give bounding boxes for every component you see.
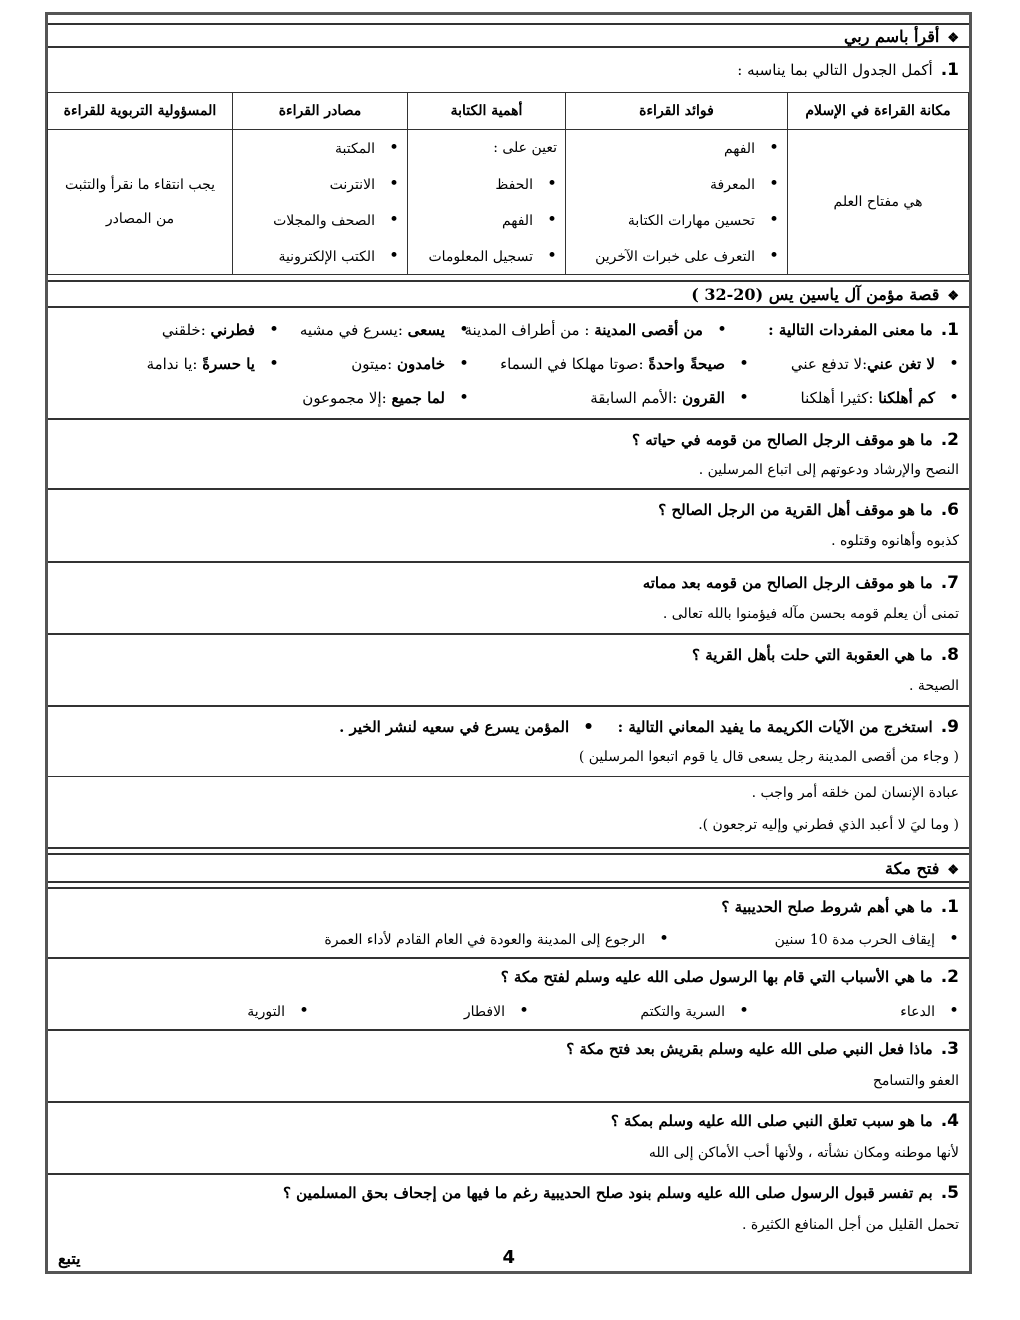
vocab-item: • لما جميع :إلا مجموعون — [302, 388, 469, 408]
vocab-item: • فطرني :خلقني — [162, 320, 279, 340]
question-9-part-2 — [48, 777, 969, 849]
list-item: • المكتبة — [241, 130, 399, 166]
list-item: • التورية — [247, 1001, 309, 1021]
list-item: • الفهم — [416, 202, 557, 238]
question-8: 8.ما هي العقوبة التي حلت بأهل القرية ؟ الصيحة . — [48, 635, 969, 707]
sources-cell — [233, 130, 408, 275]
responsibility-cell: يجب انتقاء ما نقرأ والتثبت من المصادر — [48, 130, 233, 275]
vocab-item: • يا حسرةً :يا ندامة — [147, 354, 279, 374]
list-item: • الصحف والمجلات — [241, 202, 399, 238]
list-item: • الرجوع إلى المدينة والعودة في العام القادم لأداء العمرة — [324, 929, 669, 949]
benefits-cell — [566, 130, 788, 275]
worksheet-page — [45, 12, 972, 1274]
vocab-item: • لا تغن عني:لا تدفع عني — [791, 354, 959, 374]
col-header-sources: مصادر القراءة — [233, 93, 408, 130]
verse-text: ( وما ليَ لا أعبد الذي فطرني وإليه ترجعون ). — [698, 817, 959, 833]
verse-text: ( وجاء من أقصى المدينة رجل يسعى قال يا قوم اتبعوا المرسلين ) — [578, 749, 959, 765]
answer-text: العفو والتسامح — [872, 1073, 959, 1089]
section-title: ❖ أقرأ باسم ربي — [844, 27, 959, 46]
question-9: 9.استخرج من الآيات الكريمة ما يفيد المعاني التالية : • المؤمن يسرع في سعيه لنشر الخير . ( وجاء من أقصى المدينة رجل يسعى قال يا قوم اتبعوا المرسلين ) — [48, 707, 969, 777]
section-header-mecca — [48, 853, 969, 883]
list-item: • السرية والتكتم — [640, 1001, 749, 1021]
col-header-status: مكانة القراءة في الإسلام — [788, 93, 969, 130]
answer-text: الصيحة . — [909, 678, 959, 694]
answer-text: تحمل القليل من أجل المنافع الكثيرة . — [741, 1217, 959, 1233]
writing-cell — [408, 130, 566, 275]
col-header-responsibility: المسؤولية التربوية للقراءة — [48, 93, 233, 130]
vocab-item: • القرون :الأمم السابقة — [590, 388, 749, 408]
vocab-item: • صيحةً واحدةً :صوتا مهلكا في السماء — [500, 354, 749, 374]
answer-text: النصح والإرشاد ودعوتهم إلى اتباع المرسلين . — [698, 462, 959, 478]
question-1: 1.أكمل الجدول التالي بما يناسبه : — [737, 60, 959, 80]
vocab-item: • كم أهلكنا :كثيرا أهلكنا — [801, 388, 959, 408]
mecca-question-5: 5.بم تفسر قبول الرسول صلى الله عليه وسلم بنود صلح الحديبية رغم ما فيها من إجحاف بحق المسلمين ؟ تحمل القليل من أجل المنافع الكثيرة . 4 يتبع — [58, 1183, 959, 1268]
status-cell: هي مفتاح العلم — [788, 130, 969, 275]
question-1-vocab: 1.ما معنى المفردات التالية : — [768, 320, 959, 340]
list-item: • تحسين مهارات الكتابة — [574, 202, 779, 238]
section-header-yasin — [48, 280, 969, 308]
reading-table — [47, 92, 969, 275]
vocab-item: • من أقصى المدينة : من أطراف المدينة — [464, 320, 727, 340]
list-item: • المعرفة — [574, 166, 779, 202]
list-item: • الفهم — [574, 130, 779, 166]
writing-intro: تعين على : — [493, 140, 557, 156]
list-item: • التعرف على خبرات الآخرين — [574, 238, 779, 274]
list-item: • الافطار — [464, 1001, 529, 1021]
list-item: • الكتب الإلكترونية — [241, 238, 399, 274]
meaning-item: • المؤمن يسرع في سعيه لنشر الخير . — [339, 717, 594, 737]
section-title: ❖ فتح مكة — [885, 859, 959, 878]
list-item: • إيقاف الحرب مدة 10 سنين — [775, 929, 959, 949]
question-vocabulary — [48, 308, 969, 420]
section-header-reading — [48, 23, 969, 48]
question-6: 6.ما هو موقف أهل القرية من الرجل الصالح ؟ كذبوه وأهانوه وقتلوه . — [48, 490, 969, 563]
answer-text: كذبوه وأهانوه وقتلوه . — [831, 533, 959, 549]
continue-label: يتبع — [58, 1249, 81, 1268]
question-7: 7.ما هو موقف الرجل الصالح من قومه بعد مماته تمنى أن يعلم قومه بحسن مآله فيؤمنوا بالله تعالى . — [48, 563, 969, 635]
vocab-item: • خامدون :ميتون — [351, 354, 469, 374]
meaning-text: عبادة الإنسان لمن خلقه أمر واجب . — [751, 785, 959, 801]
mecca-question-4: 4.ما هو سبب تعلق النبي صلى الله عليه وسلم بمكة ؟ لأنها موطنه ومكان نشأته ، ولأنها أحب الأماكن إلى الله — [48, 1103, 969, 1175]
list-item: • تسجيل المعلومات — [416, 238, 557, 274]
list-item: • الدعاء — [900, 1001, 959, 1021]
list-item: • الحفظ — [416, 166, 557, 202]
col-header-benefits: فوائد القراءة — [566, 93, 788, 130]
question-2: 2.ما هو موقف الرجل الصالح من قومه في حياته ؟ النصح والإرشاد ودعوتهم إلى اتباع المرسلين . — [48, 420, 969, 490]
page-number: 4 — [502, 1247, 515, 1268]
mecca-question-3: 3.ماذا فعل النبي صلى الله عليه وسلم بقريش بعد فتح مكة ؟ العفو والتسامح — [48, 1031, 969, 1103]
mecca-question-1: 1.ما هي أهم شروط صلح الحديبية ؟ • إيقاف الحرب مدة 10 سنين • الرجوع إلى المدينة والعودة في العام القادم لأداء العمرة — [48, 887, 969, 959]
answer-text: تمنى أن يعلم قومه بحسن مآله فيؤمنوا بالله تعالى . — [662, 606, 959, 622]
list-item: • الانترنت — [241, 166, 399, 202]
vocab-item: • يسعى :يسرع في مشيه — [300, 320, 469, 340]
col-header-writing: أهمية الكتابة — [408, 93, 566, 130]
section-title: ❖ قصة مؤمن آل ياسين يس (20-32 ) — [691, 285, 959, 304]
mecca-question-2: 2.ما هي الأسباب التي قام بها الرسول صلى الله عليه وسلم لفتح مكة ؟ • الدعاء • السرية والتكتم • الافطار • التورية — [48, 959, 969, 1031]
answer-text: لأنها موطنه ومكان نشأته ، ولأنها أحب الأماكن إلى الله — [648, 1145, 959, 1161]
